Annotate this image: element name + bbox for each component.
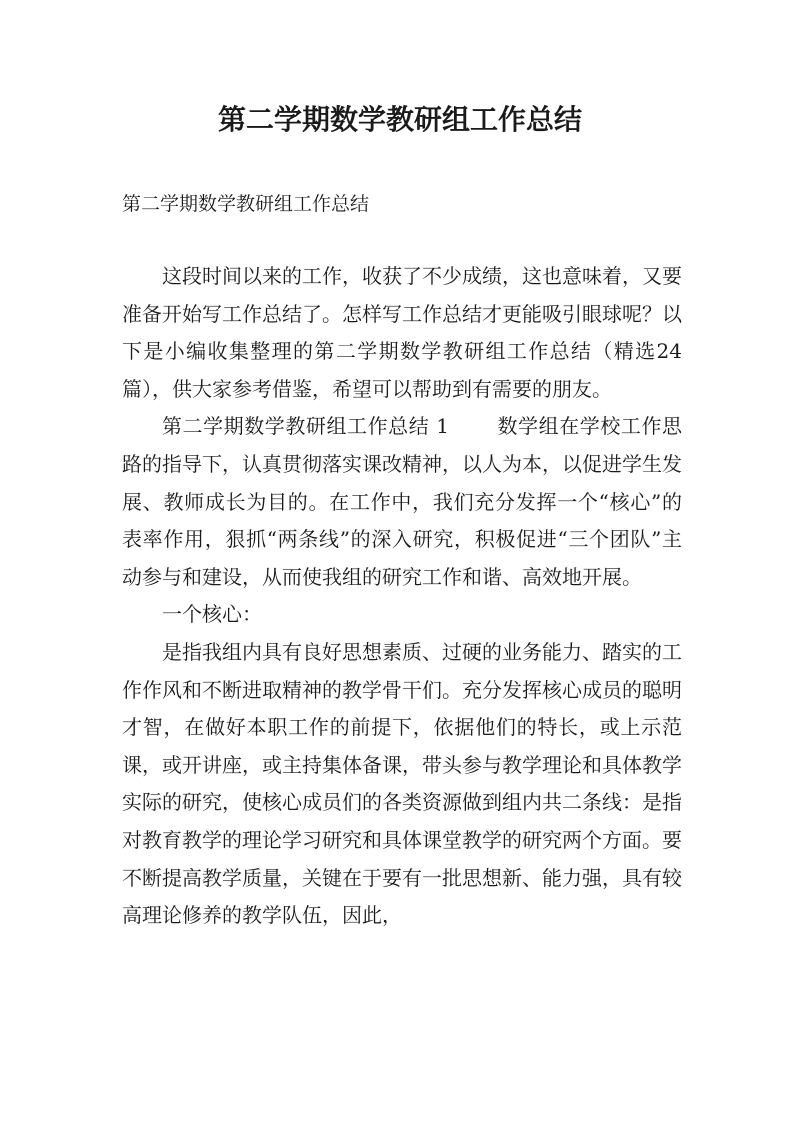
- section1-paragraph: [122, 408, 682, 596]
- document-body: [122, 258, 682, 935]
- intro-paragraph: 这段时间以来的工作，收获了不少成绩，这也意味着，又要准备开始写工作总结了。怎样写工作总结才更能吸引眼球呢？以下是小编收集整理的第二学期数学教研组工作总结（精选24篇），供大家参考借鉴，希望可以帮助到有需要的朋友。: [122, 264, 682, 401]
- section1-text: 数学组在学校工作思路的指导下，认真贯彻落实课改精神，以人为本，以促进学生发展、教师成长为目的。在工作中，我们充分发挥一个“核心”的表率作用，狠抓“两条线”的深入研究，积极促进“三个团队”主动参与和建设，从而使我组的研究工作和谐、高效地开展。: [122, 414, 683, 589]
- core-paragraph: 是指我组内具有良好思想素质、过硬的业务能力、踏实的工作作风和不断进取精神的教学骨干们。充分发挥核心成员的聪明才智，在做好本职工作的前提下，依据他们的特长，或上示范课，或开讲座，或主持集体备课，带头参与教学理论和具体教学实际的研究，使核心成员们的各类资源做到组内共二条线：是指对教育教学的理论学习研究和具体课堂教学的研究两个方面。要不断提高教学质量，关键在于要有一批思想新、能力强，具有较高理论修养的教学队伍，因此，: [122, 639, 682, 928]
- document-title: 第二学期数学教研组工作总结: [217, 103, 582, 136]
- section1-heading: 第二学期数学教研组工作总结 1: [162, 414, 449, 439]
- document-subtitle: 第二学期数学教研组工作总结: [122, 193, 370, 215]
- core-heading: 一个核心：: [162, 602, 262, 627]
